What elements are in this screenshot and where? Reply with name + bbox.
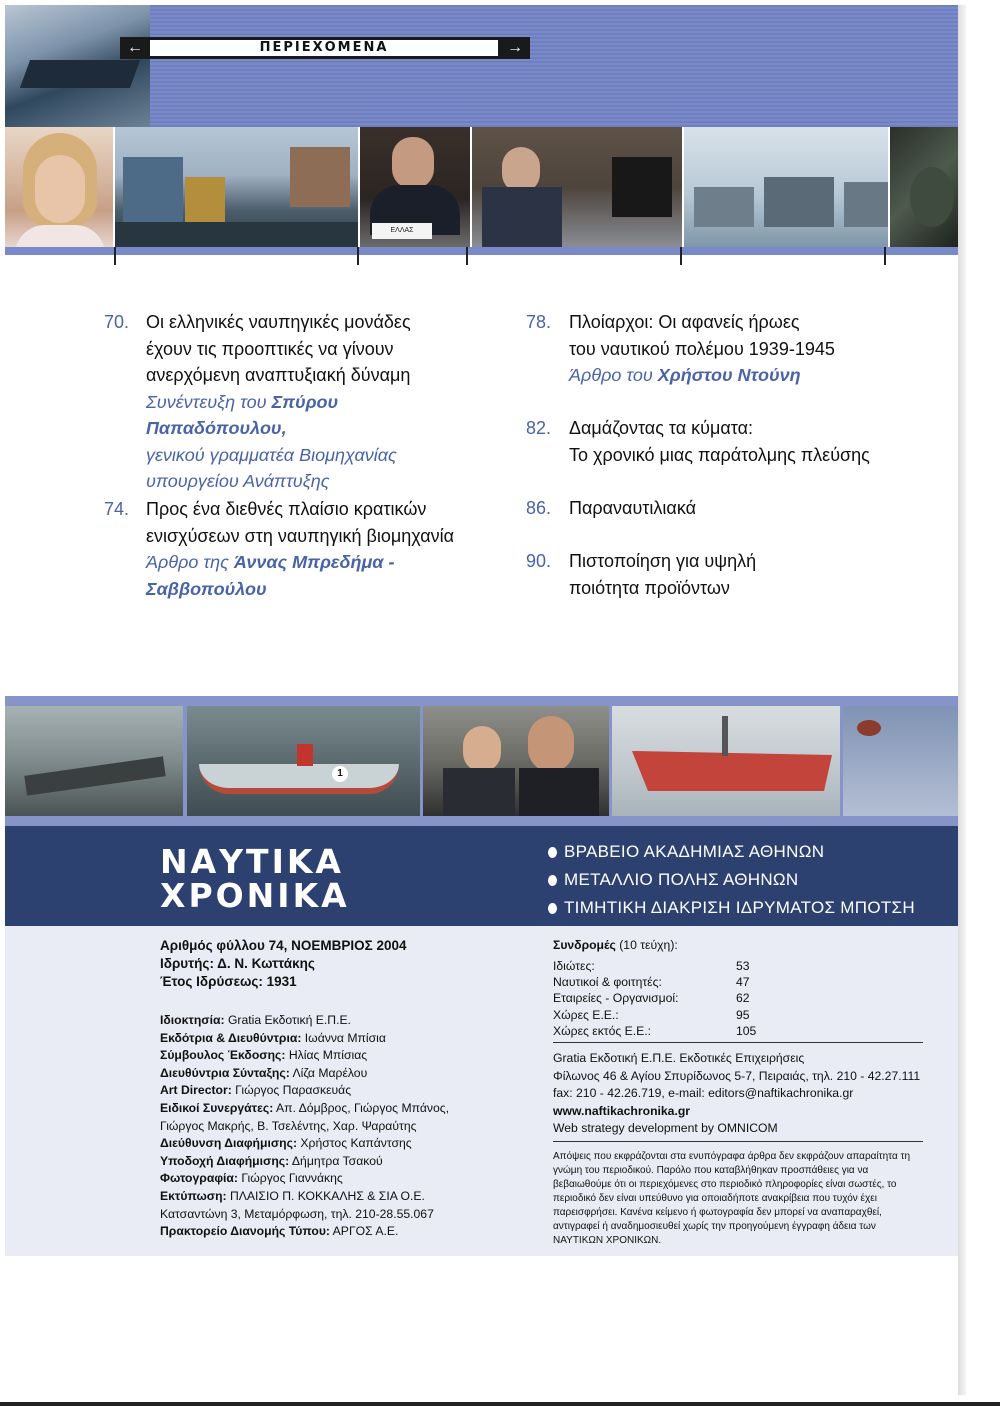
- photo-water-outflow: [843, 706, 958, 816]
- photo-man-at-desk: [360, 127, 470, 247]
- photo-tankers: [684, 127, 888, 247]
- subscription-row: Ιδιώτες: 53: [553, 959, 750, 973]
- subscriptions-title: Συνδρομές (10 τεύχη):: [553, 938, 678, 952]
- credit-row: Γιώργος Μακρής, Β. Τσελέντης, Χαρ. Ψαραύτης: [160, 1118, 417, 1133]
- bottom-rule: [0, 1402, 1000, 1406]
- header-ship-photo: [5, 5, 150, 127]
- boat-number: 1: [332, 766, 348, 782]
- strip-tick: [884, 247, 886, 265]
- logo-line: ΧΡΟΝΙΚΑ: [160, 876, 350, 915]
- toc-title-line: Προς ένα διεθνές πλαίσιο κρατικών: [146, 499, 427, 519]
- nameplate-text: ΕΛΛΑΣ: [372, 223, 432, 239]
- publisher-contact: fax: 210 - 42.26.719, e-mail: editors@naftikachronika.gr: [553, 1086, 854, 1101]
- toc-subtitle: Συνέντευξη του Σπύρου Παπαδόπουλου,: [146, 391, 339, 438]
- publisher-line: Gratia Εκδοτική Ε.Π.Ε. Εκδοτικές Επιχειρήσεις: [553, 1051, 805, 1065]
- toc-number: 78.: [526, 312, 552, 332]
- contents-title: ΠΕΡΙΕΧΟΜΕΝΑ: [150, 40, 498, 56]
- publisher-info: [553, 1050, 933, 1138]
- award-item: ΜΕΤΑΛΛΙΟ ΠΟΛΗΣ ΑΘΗΝΩΝ: [548, 870, 799, 890]
- credit-row: Ειδικοί Συνεργάτες: Απ. Δόμβρος, Γιώργος Μπάνος,: [160, 1100, 450, 1115]
- photo-container-port: [115, 127, 358, 247]
- issue-info: [160, 937, 530, 991]
- credit-row: Κατσαντώνη 3, Μεταμόρφωση, τηλ. 210-28.55.067: [160, 1206, 434, 1221]
- subscription-row: Ναυτικοί & φοιτητές: 47: [553, 975, 750, 990]
- toc-subtitle: γενικού γραμματέα Βιομηχανίας: [146, 444, 397, 465]
- toc-number: 90.: [526, 551, 552, 571]
- toc-title-line: Οι ελληνικές ναυπηγικές μονάδες: [146, 312, 411, 332]
- divider: [553, 1042, 923, 1043]
- strip-tick: [357, 247, 359, 265]
- credit-row: Διευθύντρια Σύνταξης: Λίζα Μαρέλου: [160, 1065, 368, 1080]
- toc-title-line: Παραναυτιλιακά: [569, 498, 697, 518]
- credit-row: Art Director: Γιώργος Παρασκευάς: [160, 1083, 352, 1098]
- photo-rope-detail: [890, 127, 958, 247]
- credit-row: Πρακτορείο Διανομής Τύπου: ΑΡΓΟΣ Α.Ε.: [160, 1224, 399, 1239]
- magazine-logo: [160, 842, 350, 915]
- toc-title-line: Το χρονικό μιας παράτολμης πλεύσης: [569, 444, 870, 465]
- toc-title-line: ανερχόμενη αναπτυξιακή δύναμη: [146, 365, 411, 385]
- founder: Ιδρυτής: Δ. Ν. Κωττάκης: [160, 956, 315, 971]
- subscriptions-table: [553, 958, 757, 1039]
- disclaimer: Απόψεις που εκφράζονται στα ενυπόγραφα άρθρα δεν εκφράζουν απαραίτητα τη γνώμη του περιοδικού. Παρόλο που καταβλήθηκαν προσπάθειες για να βεβαιωθούμε ότι οι περιεχόμενες στο περιοδικό πληροφορίες είναι σωστές, το περιοδικό δεν είναι υπεύθυνο για οποιαδήποτε ανακρίβεια που τυχόν έχει παρεισφρήσει. Κανένα κείμενο ή φωτογραφία δεν μπορεί να αναπαραχθεί, αντιγραφεί ή αναδημοσιευθεί χωρίς την προηγούμενη έγγραφη άδεια των ΝΑΥΤΙΚΩΝ ΧΡΟΝΙΚΩΝ.: [553, 1151, 911, 1246]
- issue-number: Αριθμός φύλλου 74, ΝΟΕΜΒΡΙΟΣ 2004: [160, 938, 407, 953]
- toc-title-line: ποιότητα προϊόντων: [569, 577, 730, 598]
- contents-title-bar: [120, 37, 530, 59]
- toc-number: 70.: [104, 312, 130, 332]
- subscription-row: Χώρες εκτός Ε.Ε.: 105: [553, 1023, 757, 1038]
- right-arrow-icon: →: [507, 39, 523, 56]
- strip-tick: [466, 247, 468, 265]
- toc-title-line: Πλοίαρχοι: Οι αφανείς ήρωες: [569, 312, 800, 332]
- divider: [553, 1141, 923, 1142]
- photo-strip-underline: [5, 247, 958, 255]
- toc-number: 86.: [526, 498, 552, 518]
- credit-row: Ιδιοκτησία: Gratia Εκδοτική Ε.Π.Ε.: [160, 1013, 351, 1027]
- web-credit: Web strategy development by OMNICOM: [553, 1121, 778, 1136]
- logo-line: ΝΑΥΤΙΚΑ: [160, 842, 344, 881]
- credit-row: Φωτογραφία: Γιώργος Γιαννάκης: [160, 1171, 343, 1186]
- photo-rowing-boat: [187, 706, 420, 816]
- toc-subtitle: Άρθρο της Άννας Μπρεδήμα -: [146, 552, 395, 572]
- credit-row: Υποδοχή Διαφήμισης: Δήμητρα Τσακού: [160, 1153, 383, 1168]
- toc-number: 74.: [104, 499, 130, 519]
- photo-stormy-pier: [5, 706, 183, 816]
- photo-strip-top: [5, 127, 958, 247]
- toc-subtitle: Σαββοπούλου: [146, 578, 267, 599]
- founding-year: Έτος Ιδρύσεως: 1931: [160, 974, 297, 989]
- website-link[interactable]: www.naftikachronika.gr: [553, 1103, 691, 1118]
- page-edge-shadow: [958, 5, 966, 1395]
- credit-row: Εκδότρια & Διευθύντρια: Ιωάννα Μπίσια: [160, 1030, 386, 1045]
- toc-title-line: του ναυτικού πολέμου 1939-1945: [569, 338, 835, 359]
- photo-two-men: [423, 706, 609, 816]
- photo-woman-portrait: [5, 127, 113, 247]
- subscription-row: Χώρες Ε.Ε.: 95: [553, 1007, 750, 1022]
- credit-row: Εκτύπωση: ΠΛΑΙΣΙΟ Π. ΚΟΚΚΑΛΗΣ & ΣΙΑ Ο.Ε.: [160, 1188, 425, 1203]
- bullet-icon: [548, 847, 557, 858]
- strip-tick: [114, 247, 116, 265]
- bullet-icon: [548, 903, 557, 914]
- photo-red-ship: [612, 706, 840, 816]
- credit-row: Διεύθυνση Διαφήμισης: Χρήστος Καπάντσης: [160, 1136, 412, 1151]
- credit-row: Σύμβουλος Έκδοσης: Ηλίας Μπίσιας: [160, 1048, 368, 1063]
- toc-subtitle: Άρθρο του Χρήστου Ντούνη: [569, 365, 801, 385]
- publisher-address: Φίλωνος 46 & Αγίου Σπυρίδωνος 5-7, Πειραιάς, τηλ. 210 - 42.27.111: [553, 1068, 921, 1083]
- bullet-icon: [548, 875, 557, 886]
- toc-subtitle: υπουργείου Ανάπτυξης: [146, 471, 330, 491]
- award-item: ΤΙΜΗΤΙΚΗ ΔΙΑΚΡΙΣΗ ΙΔΡΥΜΑΤΟΣ ΜΠΟΤΣΗ: [548, 898, 915, 918]
- award-item: ΒΡΑΒΕΙΟ ΑΚΑΔΗΜΙΑΣ ΑΘΗΝΩΝ: [548, 842, 824, 862]
- photo-press-conference: [472, 127, 682, 247]
- strip-tick: [680, 247, 682, 265]
- toc-number: 82.: [526, 418, 552, 438]
- header-band: [150, 5, 958, 127]
- credits-list: [160, 1012, 540, 1241]
- subscription-row: Εταιρείες - Οργανισμοί: 62: [553, 991, 750, 1006]
- photo-strip-bottom: [5, 696, 958, 826]
- toc-title-line: Πιστοποίηση για υψηλή: [569, 551, 757, 571]
- toc-title-line: Δαμάζοντας τα κύματα:: [569, 418, 754, 438]
- left-arrow-icon: ←: [127, 39, 143, 56]
- toc-title-line: ενισχύσεων στη ναυπηγική βιομηχανία: [146, 525, 455, 546]
- toc-title-line: έχουν τις προοπτικές να γίνουν: [146, 338, 394, 359]
